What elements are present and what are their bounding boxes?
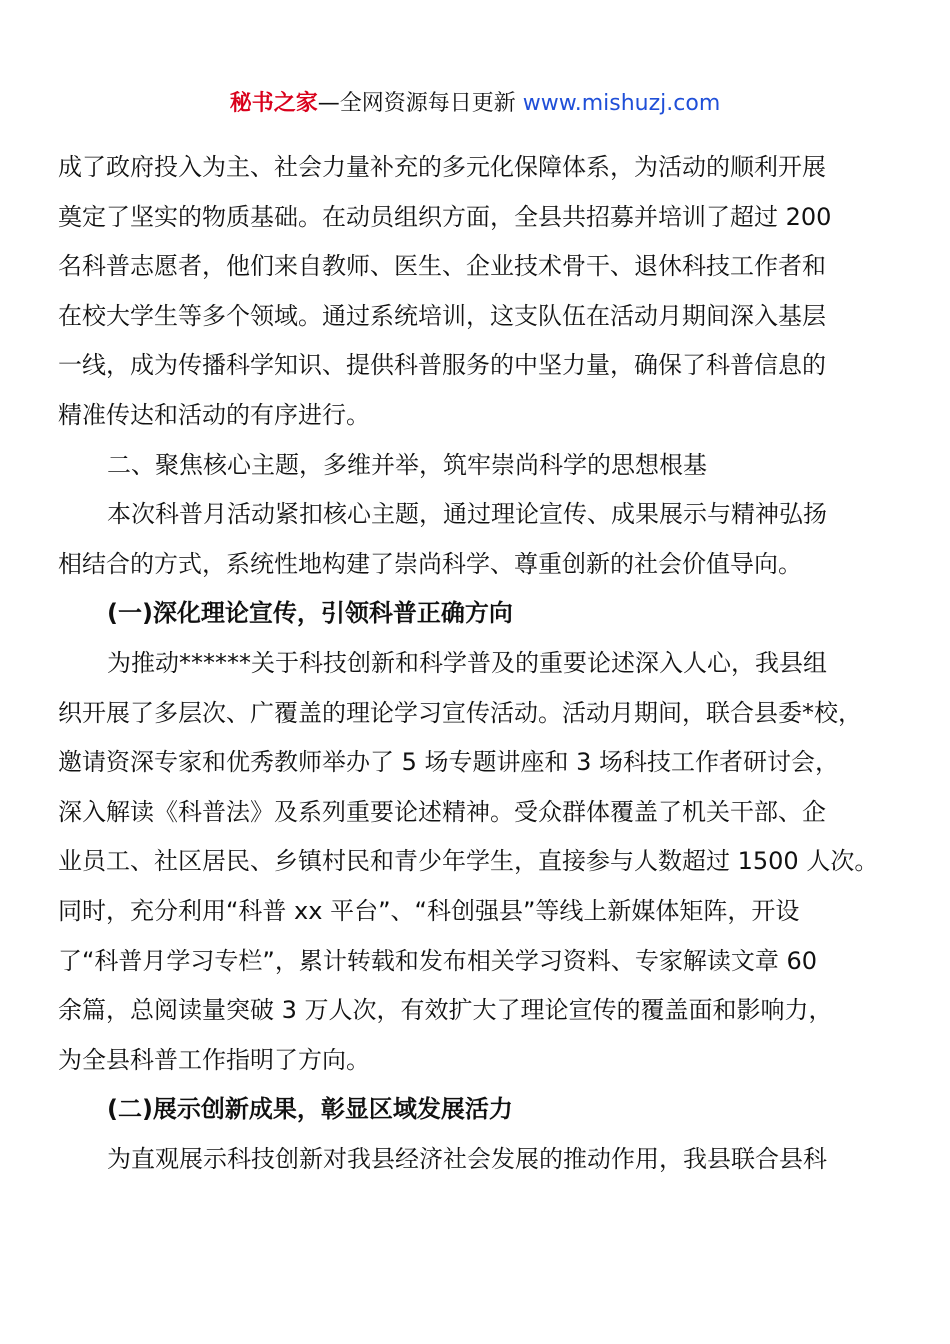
subsection-heading: (二)展示创新成果，彰显区域发展活力 <box>107 1095 513 1124</box>
text-line: 为直观展示科技创新对我县经济社会发展的推动作用，我县联合县科 <box>107 1144 827 1173</box>
header-tagline: —全网资源每日更新 <box>317 91 523 116</box>
section-heading: 二、聚焦核心主题，多维并举，筑牢崇尚科学的思想根基 <box>107 450 707 479</box>
text-line: 了“科普月学习专栏”，累计转载和发布相关学习资料、专家解读文章 60 <box>58 946 818 975</box>
text-line: 精准传达和活动的有序进行。 <box>58 400 370 429</box>
text-line: 同时，充分利用“科普 xx 平台”、“科创强县”等线上新媒体矩阵，开设 <box>58 896 800 925</box>
document-body <box>58 148 893 1189</box>
website-link[interactable]: www.mishuzj.com <box>522 91 721 116</box>
text-line: 一线，成为传播科学知识、提供科普服务的中坚力量，确保了科普信息的 <box>58 351 826 380</box>
text-line: 为全县科普工作指明了方向。 <box>58 1045 370 1074</box>
page-header <box>0 88 950 120</box>
text-line: 余篇，总阅读量突破 3 万人次，有效扩大了理论宣传的覆盖面和影响力， <box>58 996 833 1025</box>
text-line: 深入解读《科普法》及系列重要论述精神。受众群体覆盖了机关干部、企 <box>58 797 826 826</box>
text-line: 织开展了多层次、广覆盖的理论学习宣传活动。活动月期间，联合县委*校， <box>58 698 862 727</box>
brand-name: 秘书之家 <box>229 91 318 116</box>
text-line: 业员工、社区居民、乡镇村民和青少年学生，直接参与人数超过 1500 人次。 <box>58 847 879 876</box>
text-line: 名科普志愿者，他们来自教师、医生、企业技术骨干、退休科技工作者和 <box>58 252 826 281</box>
subsection-heading: (一)深化理论宣传，引领科普正确方向 <box>107 599 513 628</box>
text-line: 邀请资深专家和优秀教师举办了 5 场专题讲座和 3 场科技工作者研讨会， <box>58 748 840 777</box>
text-line: 在校大学生等多个领域。通过系统培训，这支队伍在活动月期间深入基层 <box>58 301 826 330</box>
text-line: 奠定了坚实的物质基础。在动员组织方面，全县共招募并培训了超过 200 <box>58 202 832 231</box>
text-line: 成了政府投入为主、社会力量补充的多元化保障体系，为活动的顺利开展 <box>58 153 826 181</box>
text-line: 相结合的方式，系统性地构建了崇尚科学、尊重创新的社会价值导向。 <box>58 549 802 578</box>
text-line: 本次科普月活动紧扣核心主题，通过理论宣传、成果展示与精神弘扬 <box>107 500 827 529</box>
text-line: 为推动******关于科技创新和科学普及的重要论述深入人心，我县组 <box>107 648 827 677</box>
